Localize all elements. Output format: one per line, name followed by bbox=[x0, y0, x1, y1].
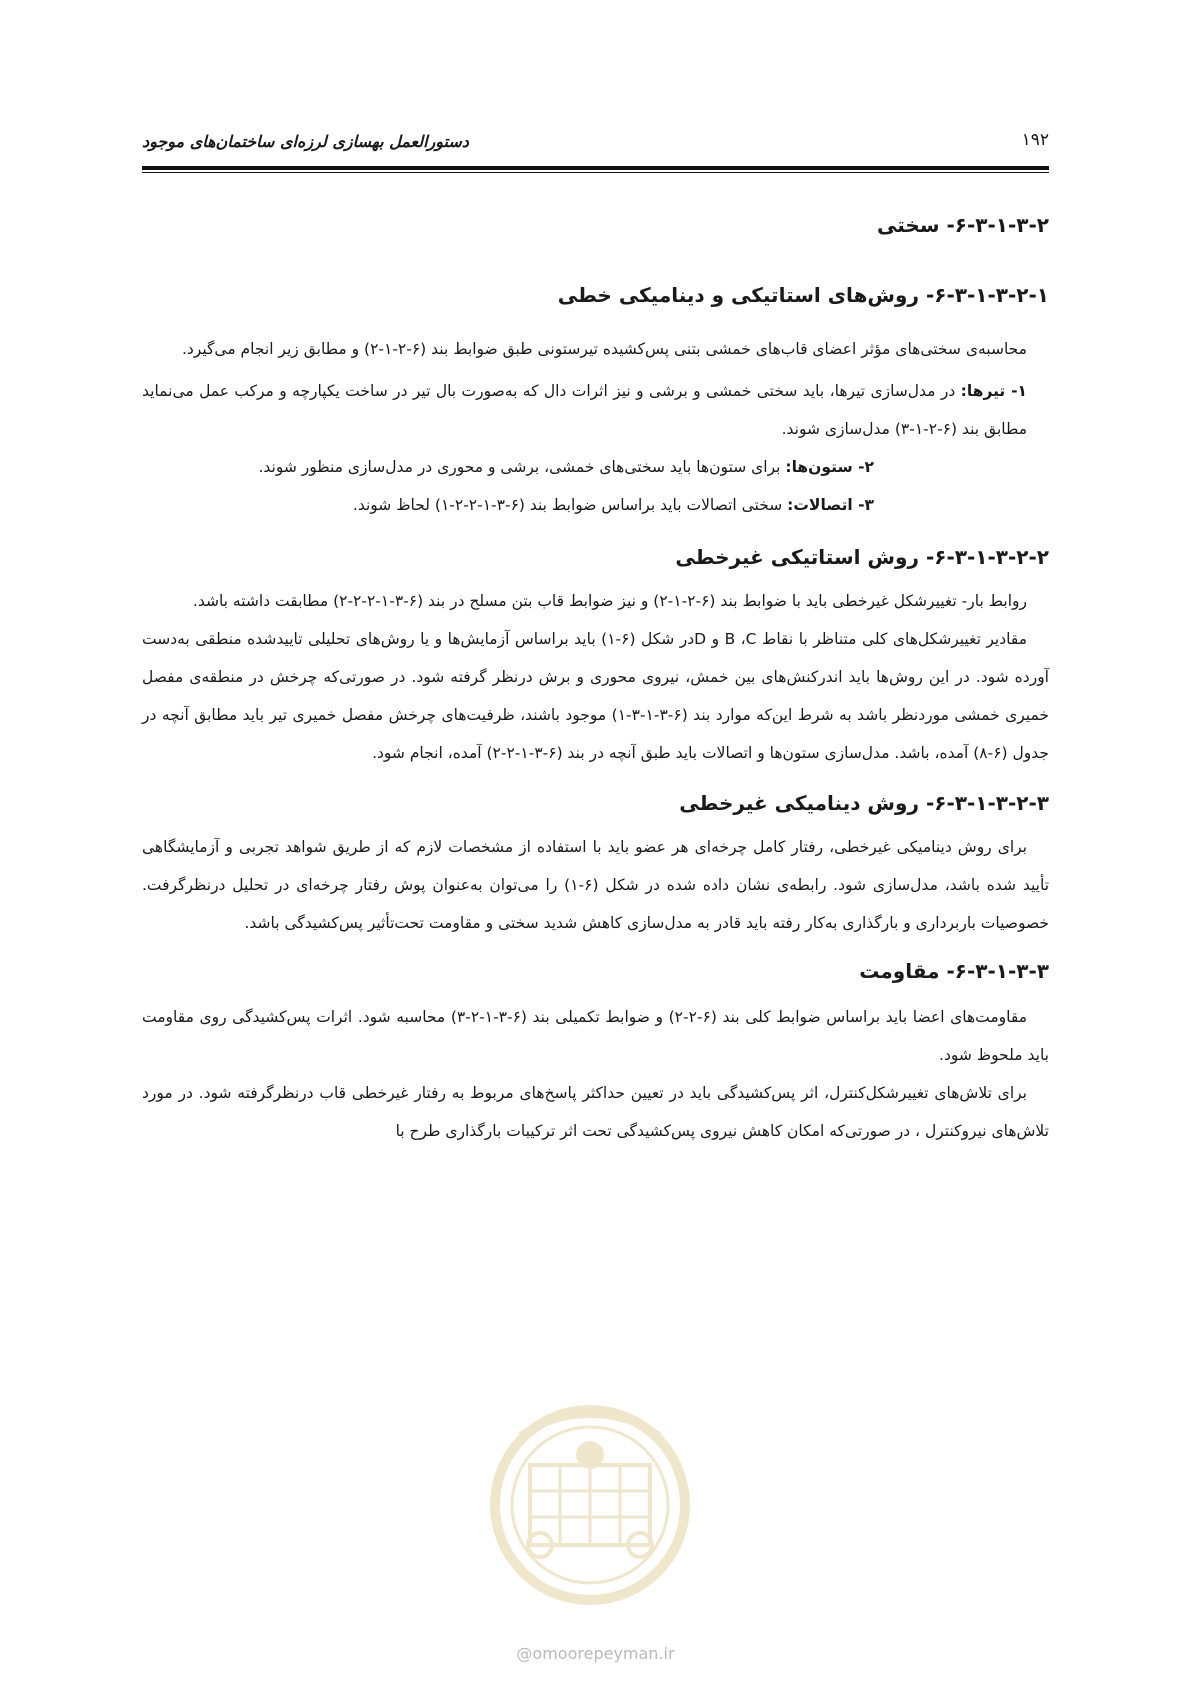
running-header-title: دستورالعمل بهسازی لرزه‌ای ساختمان‌های موجود bbox=[142, 132, 469, 151]
watermark-url: @omoorepeyman.ir bbox=[516, 1644, 675, 1663]
page-number: ۱۹۲ bbox=[1021, 130, 1049, 150]
section-heading-strength: ۶-۳-۱-۳-۳- مقاومت bbox=[859, 959, 1049, 983]
page-header bbox=[142, 128, 1049, 168]
watermark-seal bbox=[470, 1395, 710, 1625]
paragraph: مقادیر تغییرشکل‌های کلی متناظر با نقاط B ،C و Dدر شکل (۶-۱) باید براساس آزمایش‌ها و یا روش‌های تحلیلی تاییدشده منطقی به‌دست آورده شود. در این روش‌ها باید اندرکنش‌های بین خمش، نیروی محوری و برش درنظر گرفته شود. در صورتی‌که چرخش در منطقه‌ی مفصل خمیری خمشی موردنظر باشد به شرط این‌که موارد بند (۶-۳-۱-۳-۱) موجود باشند، ظرفیت‌های چرخش مفصل خمیری تیر باید مطابق آنچه در جدول (۶-۸) آمده، باشد. مدل‌سازی ستون‌ها و اتصالات باید طبق آنچه در بند (۶-۳-۱-۲-۲) آمده، انجام شود. bbox=[142, 630, 1049, 762]
header-rule-thick bbox=[142, 166, 1049, 170]
paragraph: محاسبه‌ی سختی‌های مؤثر اعضای قاب‌های خمشی بتنی پس‌کشیده تیرستونی طبق ضوابط بند (۶-۲-۱-۲) و مطابق زیر انجام می‌گیرد. bbox=[181, 340, 1027, 358]
list-item-columns bbox=[142, 448, 1049, 486]
list-item-connections bbox=[142, 486, 1049, 524]
list-item-label: ۳- اتصالات: bbox=[787, 496, 874, 514]
list-item-beams bbox=[142, 372, 1049, 448]
header-rule-thin bbox=[142, 172, 1049, 173]
list-item-text: برای ستون‌ها باید سختی‌های خمشی، برشی و محوری در مدل‌سازی منظور شوند. bbox=[258, 458, 786, 476]
list-item-label: ۱- تیرها: bbox=[960, 382, 1027, 400]
section-heading-stiffness: ۶-۳-۱-۳-۲- سختی bbox=[877, 213, 1049, 237]
paragraph: برای تلاش‌های تغییرشکل‌کنترل، اثر پس‌کشیدگی باید در تعیین حداکثر پاسخ‌های مربوط به رفتار غیرخطی قاب درنظرگرفته شود. در مورد تلاش‌های نیروکنترل ، در صورتی‌که امکان کاهش نیروی پس‌کشیدگی تحت اثر ترکیبات بارگذاری طرح با bbox=[142, 1084, 1049, 1140]
section-heading-nonlinear-static: ۶-۳-۱-۳-۲-۲- روش استاتیکی غیرخطی bbox=[675, 545, 1049, 569]
paragraph: روابط بار- تغییرشکل غیرخطی باید با ضوابط بند (۶-۲-۱-۲) و نیز ضوابط قاب بتن مسلح در بند (۶-۳-۱-۲-۲-۲) مطابقت داشته باشد. bbox=[192, 592, 1027, 610]
list-item-label: ۲- ستون‌ها: bbox=[785, 458, 874, 476]
list-item-text: در مدل‌سازی تیرها، باید سختی خمشی و برشی و نیز اثرات دال که به‌صورت بال تیر در ساخت یکپارچه و مرکب عمل می‌نماید مطابق بند (۶-۲-۱-۳) مدل‌سازی شوند. bbox=[142, 382, 1027, 438]
page-body bbox=[142, 210, 1049, 1150]
section-heading-nonlinear-dynamic: ۶-۳-۱-۳-۲-۳- روش دینامیکی غیرخطی bbox=[679, 791, 1049, 815]
paragraph: مقاومت‌های اعضا باید براساس ضوابط کلی بند (۶-۲-۲) و ضوابط تکمیلی بند (۶-۳-۱-۲-۳) محاسبه شود. اثرات پس‌کشیدگی روی مقاومت باید ملحوظ شود. bbox=[142, 1008, 1049, 1064]
section-heading-linear-methods: ۶-۳-۱-۳-۲-۱- روش‌های استاتیکی و دینامیکی خطی bbox=[557, 283, 1049, 307]
list-item-text: سختی اتصالات باید براساس ضوابط بند (۶-۳-۱-۲-۲-۱) لحاظ شوند. bbox=[352, 496, 788, 514]
paragraph: برای روش دینامیکی غیرخطی، رفتار کامل چرخه‌ای هر عضو باید با استفاده از مشخصات لازم که از طریق شواهد تجربی و آزمایشگاهی تأیید شده باشد، مدل‌سازی شود. رابطه‌ی نشان داده شده در شکل (۶-۱) را می‌توان به‌عنوان پوش رفتار چرخه‌ای در تحلیل درنظرگرفت. خصوصیات باربرداری و بارگذاری به‌کار رفته باید قادر به مدل‌سازی کاهش شدید سختی و مقاومت تحت‌تأثیر پس‌کشیدگی باشد. bbox=[142, 838, 1050, 932]
